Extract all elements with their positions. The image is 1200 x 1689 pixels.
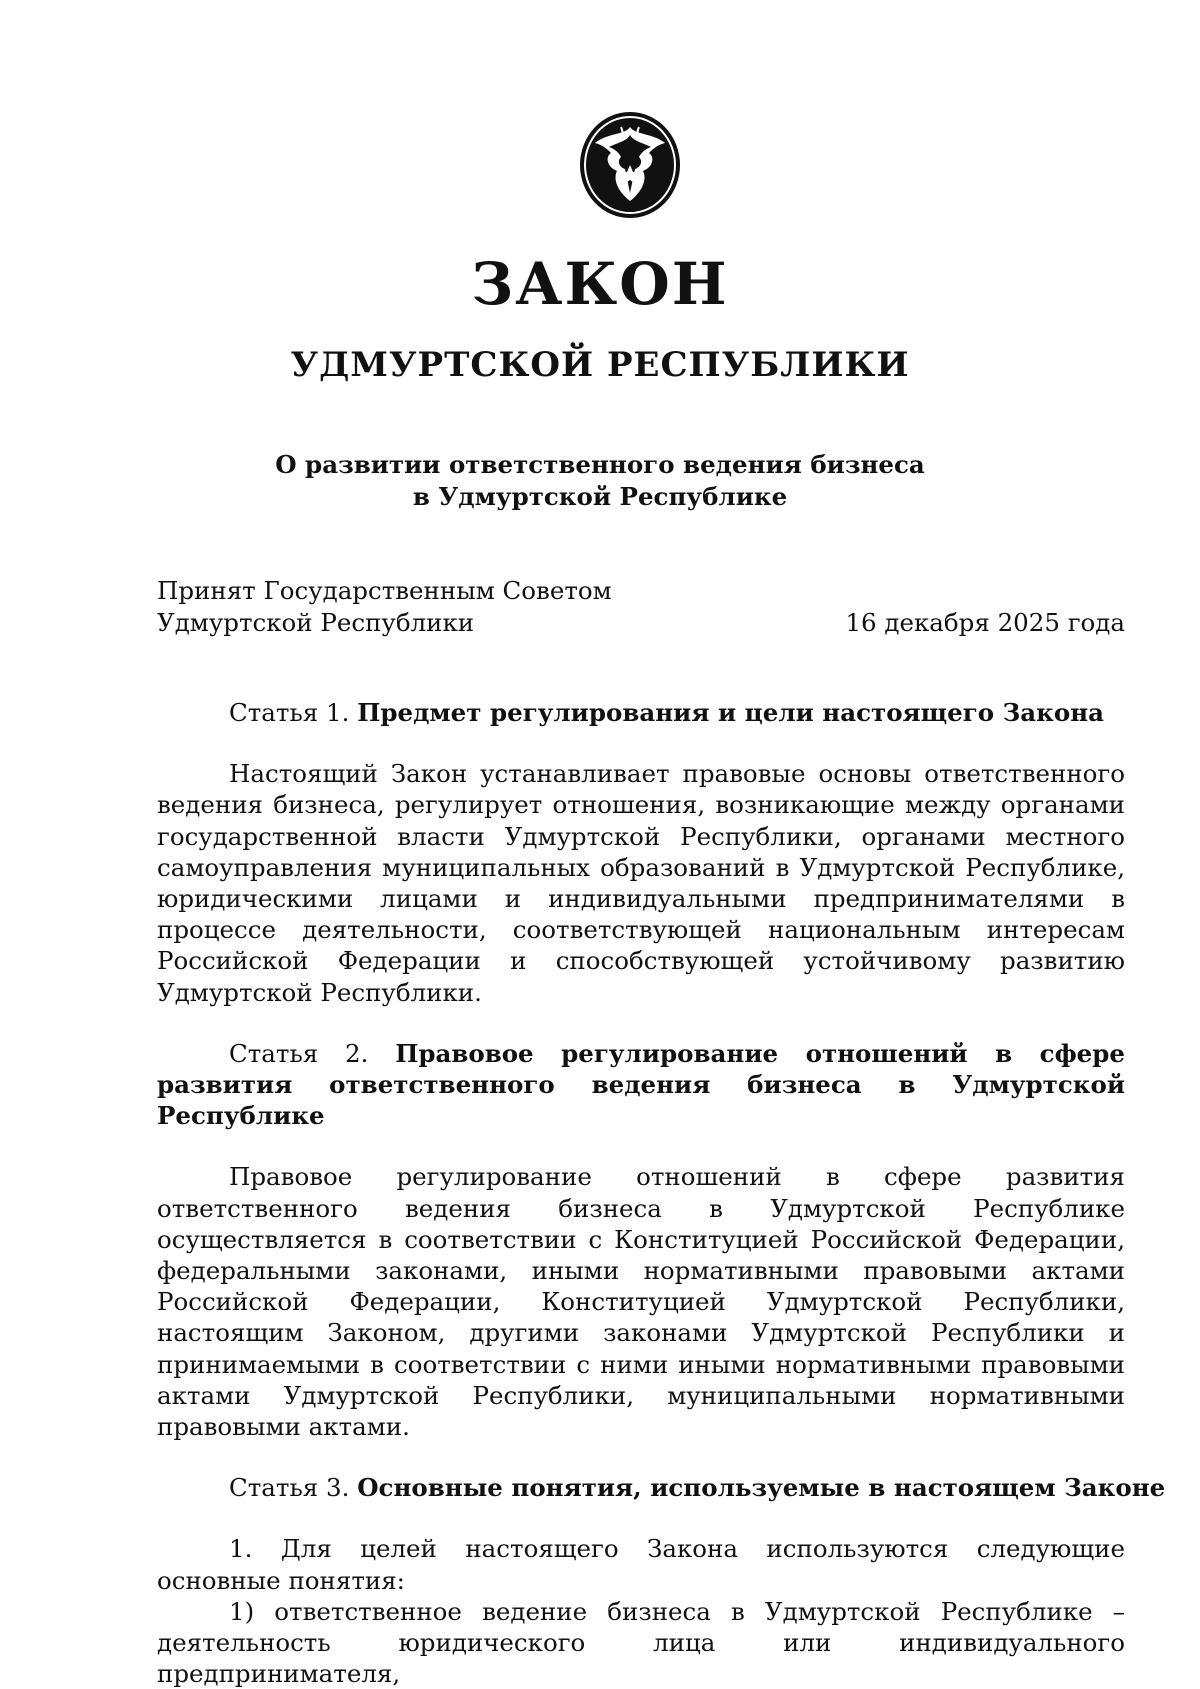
adoption-line-2: Удмуртской Республики	[157, 608, 475, 637]
adoption-line-1: Принят Государственным Советом	[157, 576, 612, 605]
adoption-row-1	[157, 575, 1125, 607]
article-2-paragraph-1: Правовое регулирование отношений в сфере развития ответственного ведения бизнеса в Удмуртской Республике осуществляется в соответствии с Конституцией Российской Федерации, федеральными законами, иными нормативными правовыми актами Российской Федерации, Конституцией Удмуртской Республики, настоящим Законом, другими законами Удмуртской Республики и принимаемыми в соответствии с ними иными нормативными правовыми актами Удмуртской Республики, муниципальными нормативными правовыми актами.	[157, 1162, 1125, 1442]
article-2-label: Статья 2.	[229, 1038, 396, 1068]
article-1-label: Статья 1.	[229, 698, 358, 727]
article-3-paragraph-2: 1) ответственное ведение бизнеса в Удмуртской Республике – деятельность юридического лица или индивидуального предпринимателя,	[157, 1596, 1125, 1689]
coat-of-arms-emblem	[577, 109, 683, 221]
document-subtitle: УДМУРТСКОЙ РЕСПУБЛИКИ	[290, 345, 910, 385]
article-3-label: Статья 3.	[229, 1473, 358, 1503]
article-2-title	[157, 1038, 1125, 1132]
article-1-title	[157, 697, 1125, 728]
adoption-date: 16 декабря 2025 года	[845, 608, 1125, 637]
adoption-block	[157, 575, 1125, 639]
article-3-title	[157, 1472, 1166, 1503]
article-1-paragraph-1: Настоящий Закон устанавливает правовые основы ответственного ведения бизнеса, регулирует отношения, возникающие между органами государственной власти Удмуртской Республики, органами местного самоуправления муниципальных образований в Удмуртской Республике, юридическими лицами и индивидуальными предпринимателями в процессе деятельности, соответствующей национальным интересам Российской Федерации и способствующей устойчивому развитию Удмуртской Республики.	[157, 759, 1125, 1007]
article-2-heading: Правовое регулирование отношений в сфере развития ответственного ведения бизнеса в Удмуртской Республике	[157, 1038, 1125, 1131]
law-name-line-1: О развитии ответственного ведения бизнеса	[275, 450, 925, 479]
law-name	[0, 449, 1200, 513]
document-body	[157, 697, 1166, 1689]
article-3-paragraph-1: 1. Для целей настоящего Закона используются следующие основные понятия:	[157, 1534, 1125, 1595]
article-1-heading: Предмет регулирования и цели настоящего Закона	[357, 698, 1105, 727]
article-3-heading: Основные понятия, используемые в настоящем Законе	[357, 1473, 1166, 1503]
document-title: ЗАКОН	[471, 250, 729, 318]
adoption-row-2	[157, 607, 1125, 639]
law-name-line-2: в Удмуртской Республике	[412, 482, 788, 511]
